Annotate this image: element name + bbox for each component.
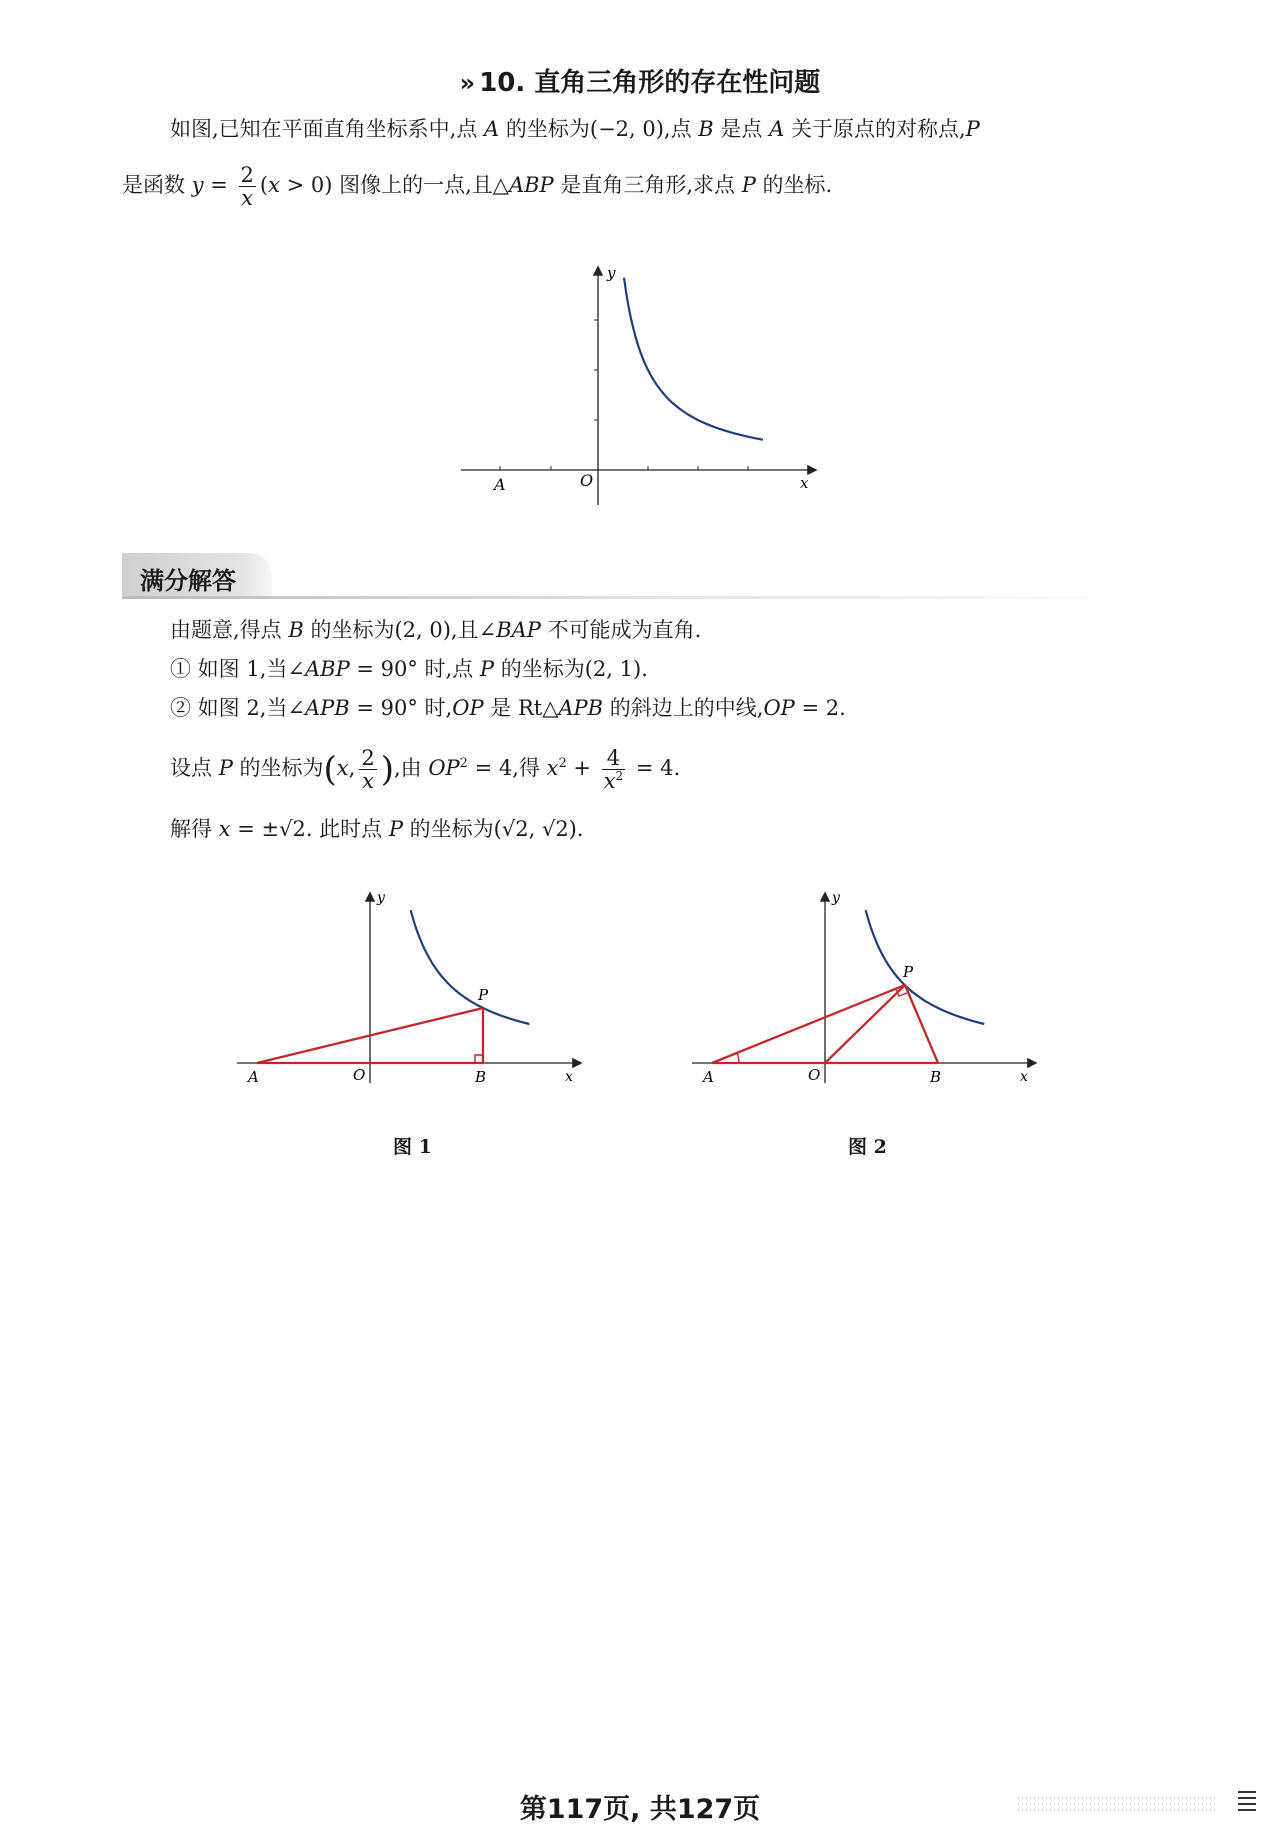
denominator	[602, 770, 625, 792]
text: 的坐标为(√2, √2).	[402, 817, 584, 841]
text: 是点	[713, 117, 770, 141]
problem-stem-line-2	[122, 164, 832, 209]
var-x: x	[546, 756, 559, 781]
text: = ±√2. 此时点	[230, 817, 389, 841]
text: 设点	[170, 756, 219, 781]
text: = 4.	[629, 756, 681, 781]
point-a-label: A	[703, 1068, 714, 1086]
text: 的坐标为(2, 0),且∠	[303, 618, 497, 642]
text: ② 如图 2,当∠	[170, 696, 305, 720]
origin-label: O	[808, 1066, 821, 1084]
text: 是 Rt△	[483, 696, 559, 720]
var-ABP: ABP	[508, 173, 554, 198]
text: > 0) 图像上的一点,且△	[279, 173, 509, 198]
page-indicator: 第117页, 共127页	[519, 1794, 761, 1825]
text: 由题意,得点	[170, 618, 289, 642]
y-label: y	[607, 264, 616, 282]
point-a-label: A	[248, 1068, 259, 1086]
figure-1-caption: 图 1	[393, 1136, 432, 1158]
text: 的斜边上的中线,	[603, 696, 764, 720]
text: 是函数	[122, 173, 192, 198]
x-label: x	[1020, 1069, 1028, 1085]
segment-bp	[905, 985, 938, 1063]
var-ABP: ABP	[304, 657, 350, 681]
problem-stem-line-1	[170, 112, 980, 146]
solution-line-3	[170, 691, 846, 725]
var-OP: OP	[763, 696, 795, 720]
text: 不可能成为直角.	[540, 618, 702, 642]
text: 的坐标为(−2, 0),点	[499, 117, 699, 141]
text: 的坐标为(2, 1).	[494, 657, 648, 681]
right-angle-mark	[475, 1055, 483, 1063]
denominator: x	[362, 769, 374, 794]
problem-title-text: 10. 直角三角形的存在性问题	[479, 68, 821, 98]
text: =	[203, 173, 235, 198]
text: = 90° 时,点	[349, 657, 480, 681]
text: 的坐标为	[232, 756, 324, 781]
var-P: P	[388, 817, 403, 841]
exponent: 2	[615, 769, 624, 784]
text: 关于原点的对称点,	[784, 117, 966, 141]
text: 如图,已知在平面直角坐标系中,点	[170, 117, 485, 141]
figure-2	[690, 888, 1040, 1098]
var-B: B	[288, 618, 304, 642]
var-BAP: BAP	[496, 618, 541, 642]
denominator: x	[241, 186, 254, 211]
point-b-label: B	[930, 1068, 942, 1086]
y-label: y	[377, 890, 385, 906]
point-p-label: P	[903, 963, 914, 981]
solution-line-1	[170, 613, 701, 647]
solution-header-rule	[122, 596, 1162, 599]
problem-figure	[455, 260, 825, 510]
text: = 90° 时,	[349, 696, 453, 720]
var-A: A	[484, 117, 500, 141]
hyperbola-curve	[411, 910, 530, 1024]
menu-icon[interactable]	[1238, 1791, 1256, 1815]
numerator: 2	[361, 746, 375, 770]
origin-label: O	[580, 471, 594, 490]
text: ,由	[393, 756, 429, 781]
solution-heading: 满分解答	[140, 567, 236, 595]
var-P: P	[479, 657, 495, 681]
var-x: x	[268, 173, 280, 198]
y-label: y	[832, 890, 840, 906]
point-b-label: B	[475, 1068, 487, 1086]
axis-ticks	[500, 320, 748, 470]
figure-1	[235, 888, 585, 1098]
text: ,	[348, 756, 356, 781]
var-x: x	[218, 817, 231, 841]
solution-line-4	[170, 747, 680, 792]
text: = 4,得	[467, 756, 547, 781]
var-B: B	[698, 117, 714, 141]
hyperbola-curve	[624, 278, 763, 440]
text: (	[259, 173, 269, 198]
segment-op	[825, 985, 905, 1063]
text: 是直角三角形,求点	[553, 173, 742, 198]
right-angle-mark	[896, 989, 907, 996]
solution-line-5	[170, 812, 584, 846]
point-p-label: P	[478, 986, 489, 1004]
fraction-4-over-x-squared	[602, 747, 625, 792]
var-OP: OP	[428, 756, 460, 781]
left-paren: (	[323, 749, 337, 790]
var-y: y	[191, 173, 204, 198]
right-paren: )	[380, 749, 394, 790]
text: ① 如图 1,当∠	[170, 657, 305, 681]
figure-2-caption: 图 2	[848, 1136, 887, 1158]
point-a-label: A	[494, 475, 506, 494]
text: +	[566, 756, 598, 781]
var-APB: APB	[304, 696, 350, 720]
var-P: P	[965, 117, 980, 141]
solution-line-2	[170, 652, 648, 686]
scroll-track[interactable]	[1018, 1794, 1218, 1814]
x-label: x	[800, 474, 809, 492]
origin-label: O	[353, 1066, 366, 1084]
exponent: 2	[558, 756, 567, 772]
text: = 2.	[794, 696, 846, 720]
exponent: 2	[459, 756, 468, 772]
var-OP: OP	[452, 696, 484, 720]
var-x: x	[603, 769, 616, 794]
var-P: P	[218, 756, 233, 781]
var-APB: APB	[558, 696, 604, 720]
fraction-2-over-x	[359, 747, 376, 792]
angle-arc	[737, 1053, 739, 1063]
numerator: 4	[602, 747, 625, 770]
var-P: P	[741, 173, 756, 198]
problem-title	[0, 62, 1280, 99]
text: 解得	[170, 817, 219, 841]
double-chevron-icon: »	[459, 69, 476, 97]
x-label: x	[565, 1069, 573, 1085]
segment-ap	[712, 985, 905, 1063]
var-x: x	[336, 756, 349, 781]
numerator: 2	[240, 163, 254, 187]
fraction-2-over-x	[239, 164, 256, 209]
text: 的坐标.	[755, 173, 833, 198]
var-A: A	[769, 117, 785, 141]
